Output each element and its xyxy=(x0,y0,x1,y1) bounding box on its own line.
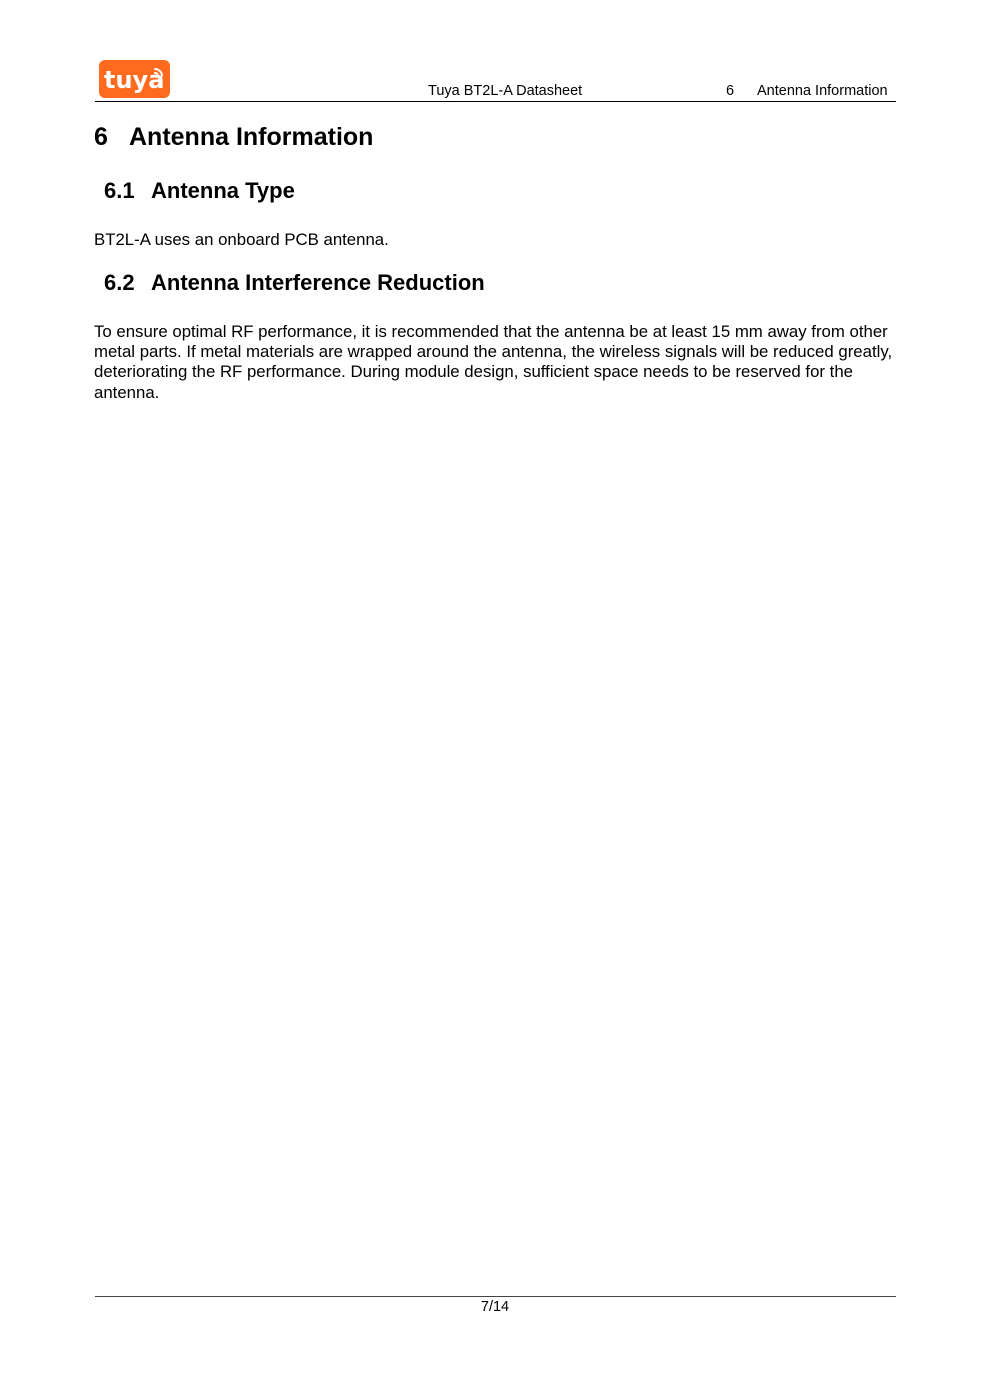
header-divider xyxy=(95,101,896,102)
page-number: 7/14 xyxy=(480,1299,510,1315)
subsection-number: 6.2 xyxy=(104,270,135,295)
tuya-logo xyxy=(99,60,170,98)
subsection-title: Antenna Interference Reduction xyxy=(151,270,485,295)
header-section-number: 6 xyxy=(726,83,735,99)
interference-reduction-paragraph: To ensure optimal RF performance, it is recommended that the antenna be at least 15 mm away from other metal parts. If metal materials are wrapped around the antenna, the wireless signals will be reduced greatly, deteriorating the RF performance. During module design, sufficient space needs to be reserved for the antenna. xyxy=(94,322,893,402)
footer-divider xyxy=(95,1296,896,1297)
section-title: Antenna Information xyxy=(129,123,374,151)
subsection-number: 6.1 xyxy=(104,178,135,203)
subsection-heading-interference-reduction xyxy=(104,269,485,297)
antenna-type-paragraph: BT2L-A uses an onboard PCB antenna. xyxy=(94,230,389,249)
section-number: 6 xyxy=(94,123,108,151)
subsection-title: Antenna Type xyxy=(151,178,295,203)
subsection-heading-antenna-type xyxy=(104,177,295,205)
header-section-title: Antenna Information xyxy=(757,83,888,99)
section-heading xyxy=(94,121,373,153)
header-document-title: Tuya BT2L-A Datasheet xyxy=(428,83,583,99)
svg-text:tuya: tuya xyxy=(104,66,165,94)
